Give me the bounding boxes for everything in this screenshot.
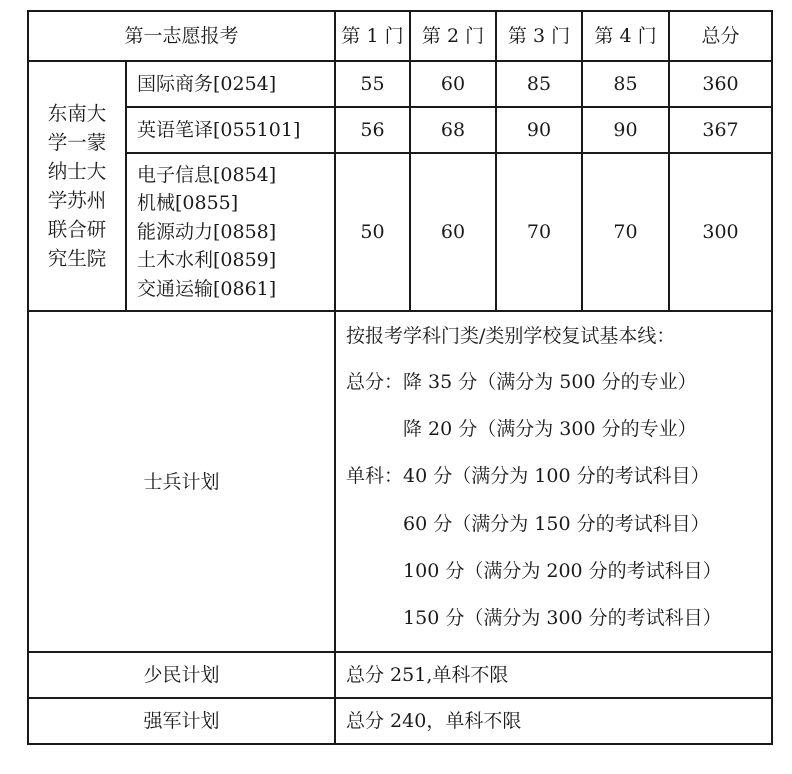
header-total: 总分 <box>669 11 772 61</box>
score-course-2: 60 <box>410 153 496 311</box>
score-course-4: 90 <box>582 107 669 153</box>
score-course-3: 85 <box>496 61 582 107</box>
table-row <box>28 107 772 153</box>
score-total: 300 <box>669 153 772 311</box>
score-total: 367 <box>669 107 772 153</box>
army-plan-label: 强军计划 <box>28 698 335 744</box>
score-course-4: 70 <box>582 153 669 311</box>
score-course-3: 90 <box>496 107 582 153</box>
minority-plan-label: 少民计划 <box>28 652 335 698</box>
army-plan-rule: 总分 240，单科不限 <box>335 698 772 744</box>
score-course-2: 68 <box>410 107 496 153</box>
score-course-1: 55 <box>335 61 410 107</box>
major-cell: 电子信息[0854] 机械[0855] 能源动力[0858] 土木水利[0859] 交通运输[0861] <box>126 153 335 311</box>
score-course-4: 85 <box>582 61 669 107</box>
table-row <box>28 61 772 107</box>
score-course-3: 70 <box>496 153 582 311</box>
header-choice: 第一志愿报考 <box>28 11 335 61</box>
institute-name: 东南大 学一蒙 纳士大 学苏州 联合研 究生院 <box>28 61 126 311</box>
score-course-1: 50 <box>335 153 410 311</box>
header-course-1: 第 1 门 <box>335 11 410 61</box>
soldier-plan-rules: 按报考学科门类/类别学校复试基本线： 总分：降 35 分（满分为 500 分的专业） 降 20 分（满分为 300 分的专业） 单科：40 分（满分为 100 分的考试科目） 60 分（满分为 150 分的考试科目） 100 分（满分为 200 分的考试科目） 150 分（满分为 300 分的考试科目） <box>335 311 772 652</box>
score-course-2: 60 <box>410 61 496 107</box>
major-cell: 英语笔译[055101] <box>126 107 335 153</box>
header-course-4: 第 4 门 <box>582 11 669 61</box>
minority-plan-rule: 总分 251,单科不限 <box>335 652 772 698</box>
score-total: 360 <box>669 61 772 107</box>
header-row <box>28 11 772 61</box>
soldier-plan-row <box>28 311 772 652</box>
minority-plan-row <box>28 652 772 698</box>
header-course-3: 第 3 门 <box>496 11 582 61</box>
soldier-plan-label: 士兵计划 <box>28 311 335 652</box>
table-row <box>28 153 772 311</box>
major-cell: 国际商务[0254] <box>126 61 335 107</box>
header-course-2: 第 2 门 <box>410 11 496 61</box>
army-plan-row <box>28 698 772 744</box>
score-course-1: 56 <box>335 107 410 153</box>
score-table <box>27 10 773 745</box>
